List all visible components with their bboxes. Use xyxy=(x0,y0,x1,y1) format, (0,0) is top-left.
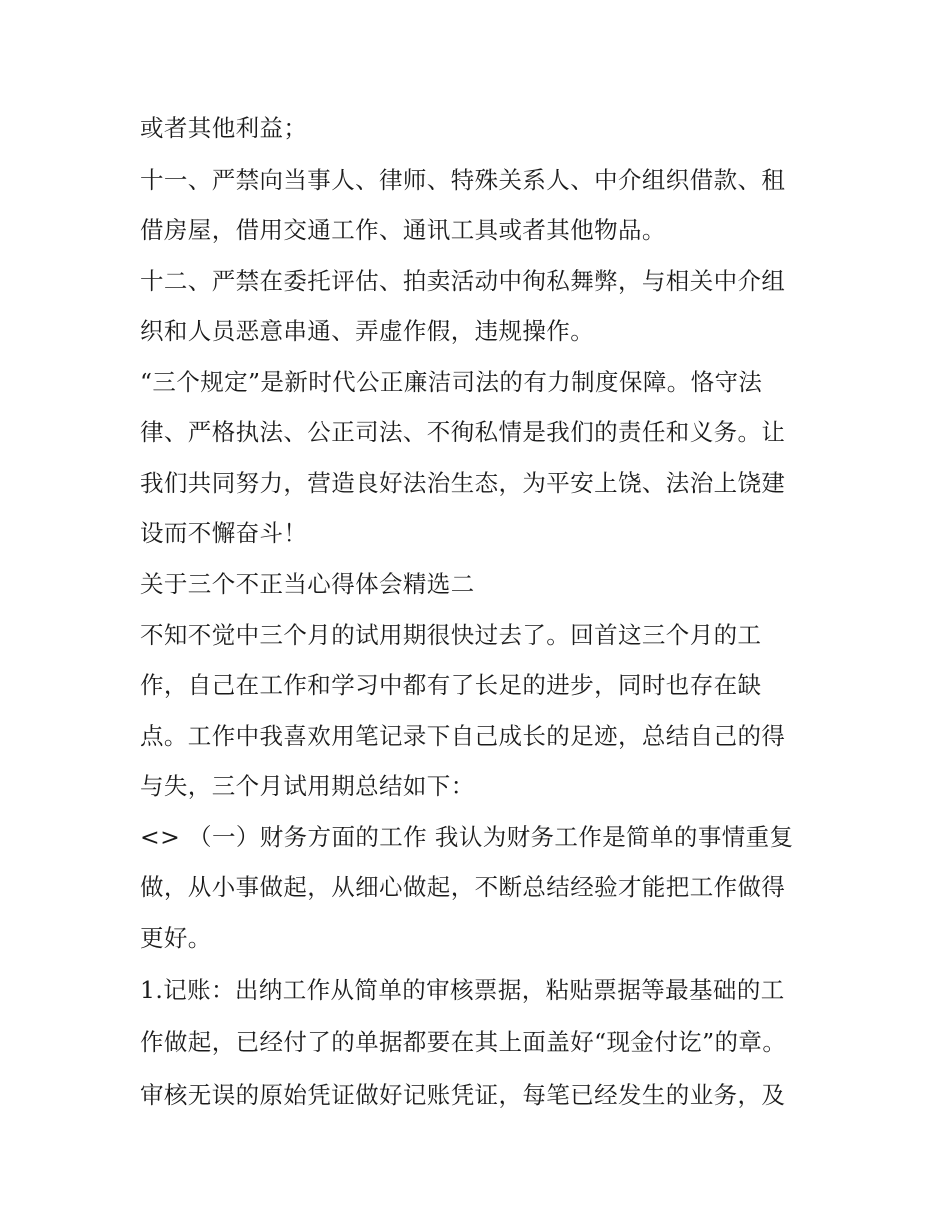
text-line: 与失，三个月试用期总结如下： xyxy=(140,772,475,800)
text-line: 我们共同努力，营造良好法治生态，为平安上饶、法治上饶建 xyxy=(140,469,786,497)
text-line: 设而不懈奋斗！ xyxy=(140,519,308,547)
text-line: 作，自己在工作和学习中都有了长足的进步，同时也存在缺 xyxy=(140,671,762,699)
text-line: 1.记账：出纳工作从简单的审核票据，粘贴票据等最基础的工 xyxy=(140,976,785,1004)
text-line: 更好。 xyxy=(140,924,212,952)
text-line: 审核无误的原始凭证做好记账凭证，每笔已经发生的业务，及 xyxy=(140,1081,786,1109)
text-line: 织和人员恶意串通、弄虚作假，违规操作。 xyxy=(140,317,595,345)
text-line: 借房屋，借用交通工作、通讯工具或者其他物品。 xyxy=(140,216,666,244)
text-line: 律、严格执法、公正司法、不徇私情是我们的责任和义务。让 xyxy=(140,418,786,446)
text-line: 做，从小事做起，从细心做起，不断总结经验才能把工作做得 xyxy=(140,873,786,901)
text-line: 点。工作中我喜欢用笔记录下自己成长的足迹，总结自己的得 xyxy=(140,722,786,750)
text-line: “三个规定”是新时代公正廉洁司法的有力制度保障。恪守法 xyxy=(140,368,763,396)
text-line: 或者其他利益； xyxy=(140,114,308,142)
text-line: 作做起，已经付了的单据都要在其上面盖好“现金付讫”的章。 xyxy=(140,1028,787,1056)
section-heading: 关于三个不正当心得体会精选二 xyxy=(140,570,475,598)
text-line: 十二、严禁在委托评估、拍卖活动中徇私舞弊，与相关中介组 xyxy=(140,267,786,295)
text-line: 十一、严禁向当事人、律师、特殊关系人、中介组织借款、租 xyxy=(140,166,786,194)
text-line: 不知不觉中三个月的试用期很快过去了。回首这三个月的工 xyxy=(140,621,762,649)
text-line: <> （一）财务方面的工作 我认为财务工作是简单的事情重复 xyxy=(140,823,794,851)
